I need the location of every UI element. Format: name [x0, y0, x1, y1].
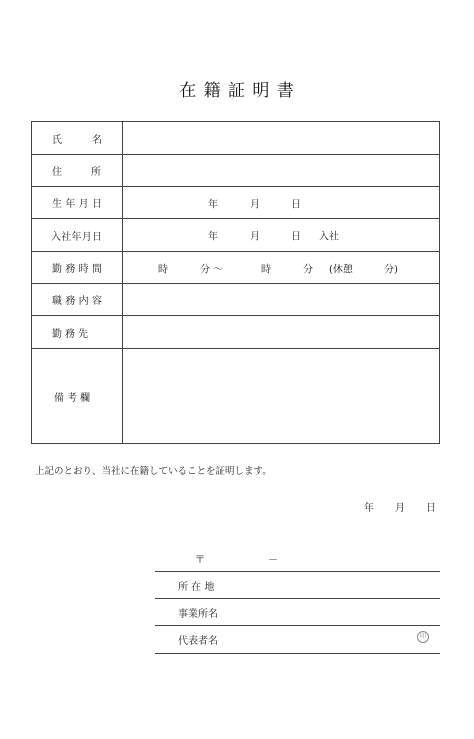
- office-name-line[interactable]: [155, 625, 440, 626]
- location-line[interactable]: [155, 598, 440, 599]
- label-remarks: 備 考 欄: [32, 349, 123, 444]
- document-title: 在 籍 証 明 書: [179, 81, 295, 101]
- representative-label: 代表者名: [178, 636, 218, 647]
- location-label: 所 在 地: [178, 582, 215, 593]
- date-day: 日: [426, 503, 436, 514]
- row-birthdate: [32, 187, 440, 219]
- value-workplace[interactable]: [123, 316, 440, 349]
- value-remarks[interactable]: [123, 349, 440, 444]
- date-month: 月: [395, 503, 405, 514]
- value-working-hours[interactable]: 時 分 ～ 時 分 (休憩 分): [123, 252, 440, 284]
- row-remarks: [32, 349, 440, 444]
- certification-statement: 上記のとおり、当社に在籍していることを証明します。: [35, 466, 272, 477]
- value-hire-date[interactable]: 年 月 日 入社: [123, 219, 440, 252]
- certificate-form-table: [31, 121, 440, 444]
- office-name-label: 事業所名: [178, 609, 218, 620]
- row-hire-date: [32, 219, 440, 252]
- date-year: 年: [364, 503, 374, 514]
- label-address: 住 所: [32, 155, 123, 187]
- row-workplace: [32, 316, 440, 349]
- label-working-hours: 勤 務 時 間: [32, 252, 123, 284]
- seal-mark-icon: 印: [417, 631, 429, 643]
- postal-dash: －: [268, 555, 278, 566]
- row-name: [32, 122, 440, 155]
- value-name[interactable]: [123, 122, 440, 155]
- value-address[interactable]: [123, 155, 440, 187]
- value-birthdate[interactable]: 年 月 日: [123, 187, 440, 219]
- label-birthdate: 生 年 月 日: [32, 187, 123, 219]
- row-job-description: [32, 284, 440, 316]
- value-job-description[interactable]: [123, 284, 440, 316]
- row-working-hours: [32, 252, 440, 284]
- postal-line[interactable]: [155, 571, 440, 572]
- representative-line[interactable]: [155, 653, 440, 654]
- row-address: [32, 155, 440, 187]
- label-job-description: 職 務 内 容: [32, 284, 123, 316]
- label-workplace: 勤 務 先: [32, 316, 123, 349]
- postal-mark: 〒: [195, 555, 205, 566]
- label-name: 氏 名: [32, 122, 123, 155]
- label-hire-date: 入 社 年 月 日: [32, 219, 123, 252]
